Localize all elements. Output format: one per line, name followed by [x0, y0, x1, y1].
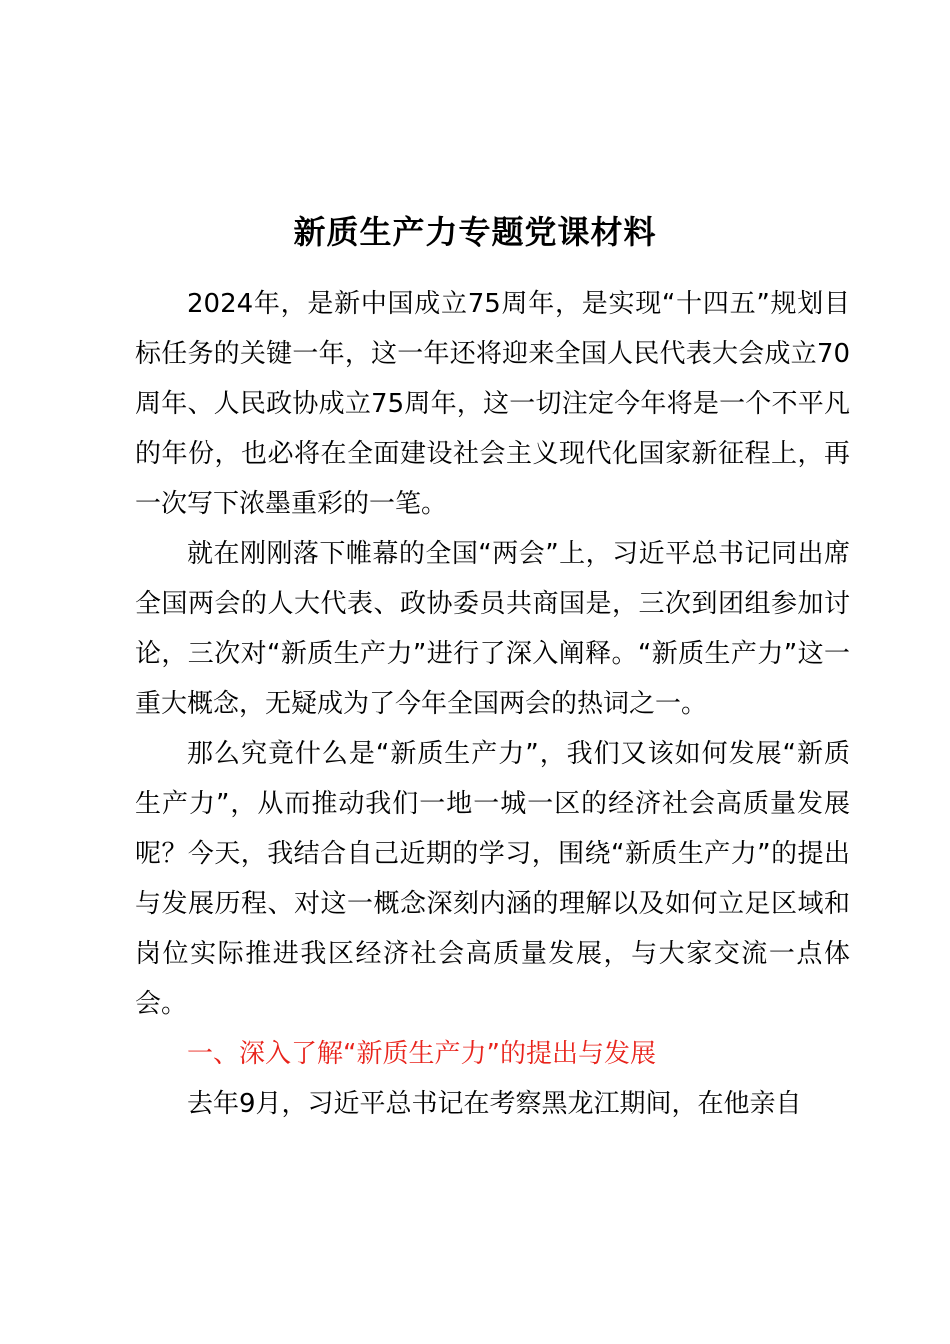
document-body [135, 279, 850, 1129]
paragraph-two-sessions: 就在刚刚落下帷幕的全国“两会”上，习近平总书记同出席全国两会的人大代表、政协委员共商国是，三次到团组参加讨论，三次对“新质生产力”进行了深入阐释。“新质生产力”这一重大概念，无疑成为了今年全国两会的热词之一。 [135, 539, 850, 719]
section-heading: 一、深入了解“新质生产力”的提出与发展 [187, 1039, 656, 1069]
paragraph-section-start: 去年9月，习近平总书记在考察黑龙江期间，在他亲自 [187, 1089, 802, 1119]
document-title: 新质生产力专题党课材料 [293, 213, 657, 251]
paragraph-intro: 2024年，是新中国成立75周年，是实现“十四五”规划目标任务的关键一年，这一年还将迎来全国人民代表大会成立70周年、人民政协成立75周年，这一切注定今年将是一个不平凡的年份，也必将在全面建设社会主义现代化国家新征程上，再一次写下浓墨重彩的一笔。 [135, 289, 850, 519]
paragraph-question: 那么究竟什么是“新质生产力”，我们又该如何发展“新质生产力”，从而推动我们一地一城一区的经济社会高质量发展呢？今天，我结合自己近期的学习，围绕“新质生产力”的提出与发展历程、对这一概念深刻内涵的理解以及如何立足区域和岗位实际推进我区经济社会高质量发展，与大家交流一点体会。 [135, 739, 850, 1019]
